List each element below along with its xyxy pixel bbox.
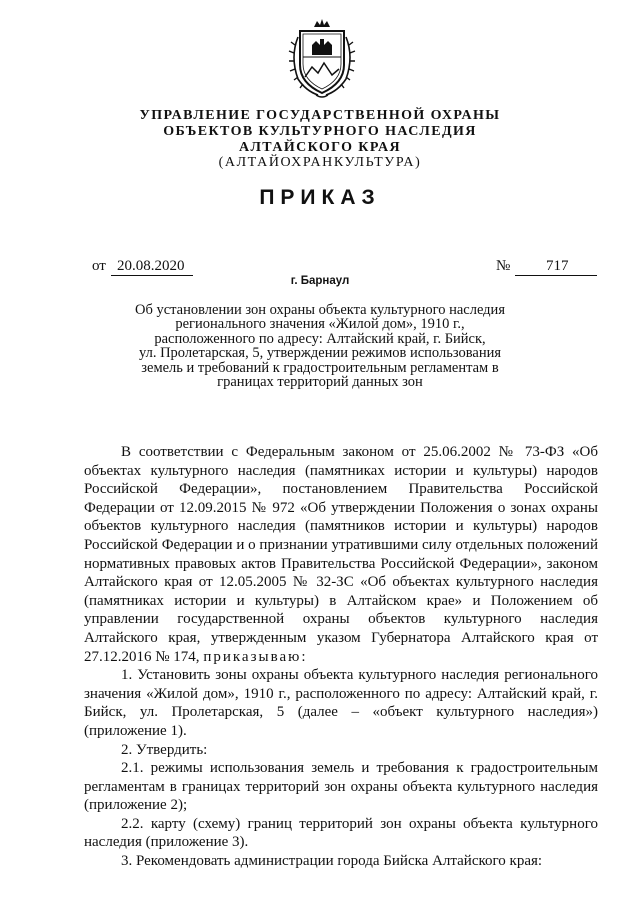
- title-line: регионального значения «Жилой дом», 1910 г.,: [175, 316, 465, 333]
- organization-name-line-3: АЛТАЙСКОГО КРАЯ: [238, 140, 402, 155]
- title-line: границах территорий данных зон: [217, 374, 423, 391]
- order-item-2-2: 2.2. карту (схему) границ территорий зон охраны объекта культурного наследия (приложение 3).: [84, 815, 598, 851]
- order-item-3: 3. Рекомендовать администрации города Бийска Алтайского края:: [121, 853, 543, 870]
- organization-abbreviation: (АЛТАЙОХРАНКУЛЬТУРА): [218, 155, 422, 170]
- order-item-2-1: 2.1. режимы использования земель и требования к градостроительным регламентам в границах территорий зон охраны объекта культурного наследия (приложение 2);: [84, 760, 598, 814]
- city-name: г. Барнаул: [290, 275, 350, 287]
- order-title: [110, 303, 530, 389]
- organization-name-line-1: УПРАВЛЕНИЕ ГОСУДАРСТВЕННОЙ ОХРАНЫ: [139, 108, 501, 123]
- order-item-2: 2. Утвердить:: [121, 741, 208, 758]
- order-date: 20.08.2020: [117, 258, 185, 274]
- title-line: ул. Пролетарская, 5, утверждении режимов использования: [138, 345, 502, 362]
- order-number: 717: [546, 258, 569, 274]
- coat-of-arms-emblem: [288, 17, 356, 99]
- title-line: расположенного по адресу: Алтайский край, г. Бийск,: [154, 330, 486, 347]
- organization-name-line-2: ОБЪЕКТОВ КУЛЬТУРНОГО НАСЛЕДИЯ: [163, 124, 477, 139]
- order-item-1: 1. Установить зоны охраны объекта культурного наследия регионального значения «Жилой дом», 1910 г., расположенного по адресу: Алтайский край, г. Бийск, ул. Пролетарская, 5 (далее – «объект культурного наследия») (приложение 1).: [84, 667, 598, 739]
- date-prefix: от: [92, 258, 106, 274]
- order-word: приказываю:: [203, 648, 308, 665]
- order-body: [84, 443, 598, 871]
- number-sign: №: [496, 258, 511, 274]
- document-type-title: ПРИКАЗ: [259, 186, 381, 209]
- title-line: Об установлении зон охраны объекта культурного наследия: [135, 302, 505, 318]
- preamble-text: В соответствии с Федеральным законом от 25.06.2002 № 73-ФЗ «Об объектах культурного наследия (памятниках истории и культуры) народов Российской Федерации», постановлением Правительства Российской Федерации от 12.09.2015 № 972 «Об утверждении Положения о зонах охраны объектов культурного наследия (памятников истории и культуры) народов Российской Федерации и о признании утратившими силу отдельных положений нормативных правовых актов Правительства Российской Федерации», законом Алтайского края от 12.05.2005 № 32-ЗС «Об объектах культурного наследия (памятниках истории и культуры) в Алтайском крае» и Положением об управлении государственной охраны объектов культурного наследия Алтайского края, утвержденным указом Губернатора Алтайского края от 27.12.2016 № 174,: [84, 444, 598, 665]
- preamble-paragraph: [84, 443, 598, 666]
- title-line: земель и требований к градостроительным регламентам в: [141, 359, 499, 376]
